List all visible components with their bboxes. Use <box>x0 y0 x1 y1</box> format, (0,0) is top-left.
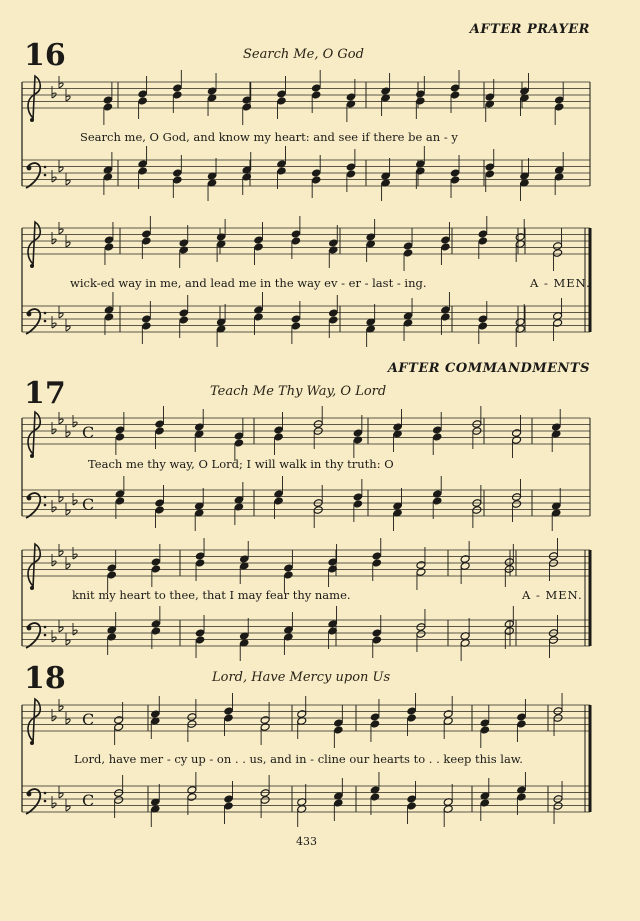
section-heading-after-commandments: AFTER COMMANDMENTS <box>387 361 590 376</box>
lyrics-line: Teach me thy way, O Lord; I will walk in thy truth: O <box>88 457 394 471</box>
hymn-number: 17 <box>24 376 66 411</box>
svg-text:C: C <box>82 791 95 810</box>
hymn-title: Teach Me Thy Way, O Lord <box>210 384 387 399</box>
section-heading-after-prayer: AFTER PRAYER <box>469 22 590 37</box>
lyrics-line: Lord, have mer - cy up - on . . us, and in - cline our hearts to . . keep this law. <box>74 752 523 766</box>
svg-text:C: C <box>82 423 95 442</box>
lyrics-line: wick-ed way in me, and lead me in the way ev - er - last - ing. <box>70 276 427 290</box>
amen-text: A - MEN. <box>530 276 591 290</box>
svg-text:C: C <box>82 495 95 514</box>
hymn-title: Lord, Have Mercy upon Us <box>212 670 391 685</box>
svg-text:C: C <box>82 710 95 729</box>
lyrics-line: knit my heart to thee, that I may fear thy name. <box>72 588 351 602</box>
hymn-number: 18 <box>24 661 66 696</box>
page-number: 433 <box>296 835 317 848</box>
lyrics-line: Search me, O God, and know my heart: and see if there be an - y <box>80 130 458 144</box>
amen-text: A - MEN. <box>522 588 583 602</box>
hymn-number: 16 <box>24 38 66 73</box>
hymn-title: Search Me, O God <box>243 47 364 62</box>
